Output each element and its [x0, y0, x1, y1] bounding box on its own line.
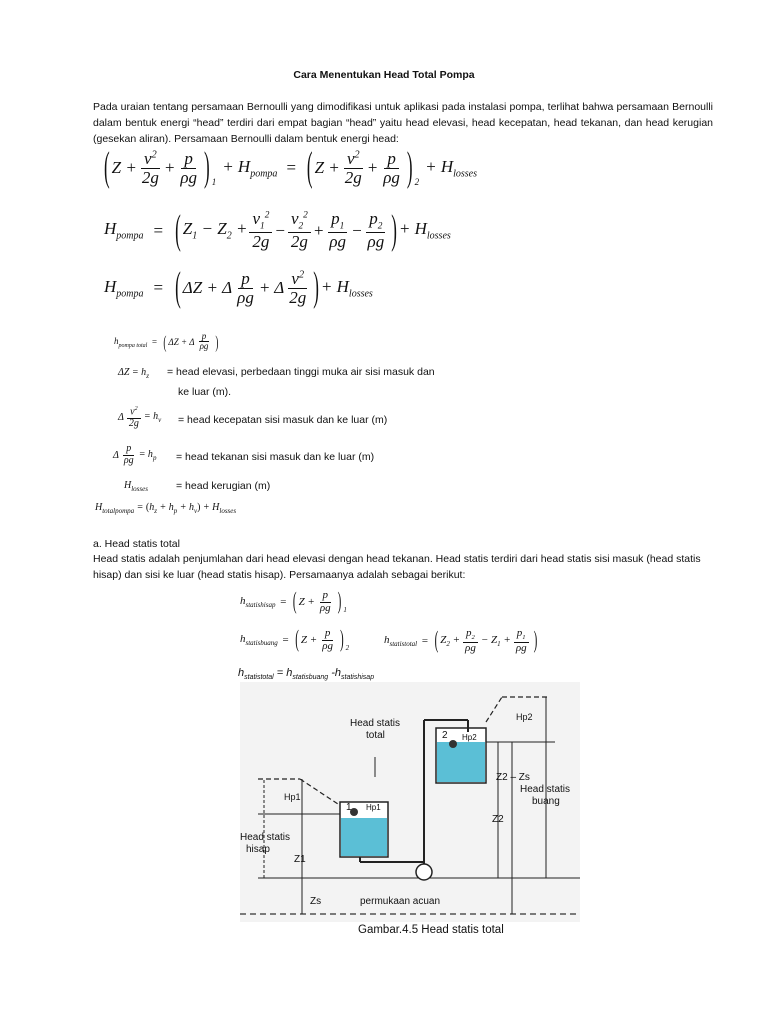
static-total-equation: $h_{statistotal}$ = ( $Z_2$ + $\frac{p_2}{\rho g}$ − $Z_1$ + $\frac{p_1}{\rho g}$ ) — [384, 627, 538, 655]
section-a-body: Head statis adalah penjumlahan dari head elevasi dengan head tekanan. Head statis terdiri dari head statis sisi masuk (head statis hisap) dan sisi ke luar (head statis hisap). Persamaanya adalah sebagai berikut: — [93, 553, 701, 581]
label-head-statis-hisap-1: Head statis — [240, 832, 291, 843]
label-surface: permukaan acuan — [360, 896, 441, 907]
losses-symbol: $H_{losses}$ — [124, 480, 148, 493]
label-head-statis-buang-1: Head statis — [520, 784, 571, 795]
label-z1: Z1 — [294, 854, 306, 865]
static-discharge-equation: $h_{statisbuang}$ = ( Z + $\frac{p}{\rho g}$ ) $_2$ — [240, 626, 350, 654]
figure-caption: Gambar.4.5 Head statis total — [358, 924, 504, 936]
bernoulli-equation-2: $H_{pompa}$ = ( $Z_1 - Z_2$ + $\frac{v_1^2}{2g}$ − $\frac{v_2^2}{2g}$ + $\frac{p_1}{\rho g}$ − $\frac{p_2}{\rho g}$ ) + $H_{losses}$ — [104, 206, 451, 253]
static-suction-equation: $h_{statishisap}$ = ( Z + $\frac{p}{\rho g}$ ) $_1$ — [240, 588, 347, 616]
label-z2-zs: Z2 – Zs — [496, 772, 530, 783]
velocity-head-symbol: Δ $\frac{v^2}{2g}$ = $h_v$ — [118, 406, 162, 429]
delta-z-symbol: $\Delta Z = h_z$ — [118, 367, 149, 380]
section-a-heading: a. Head statis total — [93, 538, 180, 550]
bernoulli-equation-1: ( Z + $\frac{v^2}{2g}$ + $\frac{p}{\rho g}$ ) $_1$ + $H_{pompa}$ = ( Z + $\frac{v^2}{2g}$ + $\frac{p}{\rho g}$ ) $_2$ + $H_{losses}$ — [104, 144, 477, 190]
delta-z-description-2: ke luar (m). — [178, 386, 232, 398]
pressure-head-description: = head tekanan sisi masuk dan ke luar (m) — [176, 451, 375, 463]
label-zs: Zs — [310, 896, 322, 907]
total-head-equation: $H_{totalpompa} = (h_z + h_p + h_v) + H_{losses}$ — [95, 502, 237, 515]
label-z2: Z2 — [492, 814, 504, 825]
static-total-line: $h_{statistotal} = h_{statisbuang}$ $-h_{statishisap}$ — [238, 667, 375, 682]
velocity-head-description: = head kecepatan sisi masuk dan ke luar (m) — [178, 414, 388, 426]
label-hp1: Hp1 — [284, 792, 301, 802]
label-head-statis-total-2: total — [366, 730, 385, 741]
label-tank1-hp: Hp1 — [366, 803, 381, 812]
label-hp2: Hp2 — [516, 712, 533, 722]
label-head-statis-buang-2: buang — [532, 796, 560, 807]
label-head-statis-total-1: Head statis — [350, 718, 401, 729]
intro-paragraph: Pada uraian tentang persamaan Bernoulli yang dimodifikasi untuk aplikasi pada instalasi pompa, terlihat bahwa persamaan Bernoulli dalam bentuk energi “head” terdiri dari empat bagian “head” yaitu head elevasi, head kecepatan, head tekanan, dan head kerugian (gesekan aliran). Persamaan Bernoulli dalam bentuk energi head: — [93, 101, 713, 145]
small-equation-h-pompa: $h_{pompa total}$ = ( ΔZ + Δ $\frac{p}{\rho g}$ ) — [114, 331, 219, 352]
losses-description: = head kerugian (m) — [176, 480, 271, 492]
label-tank2-hp: Hp2 — [462, 733, 477, 742]
label-tank2-number: 2 — [442, 730, 448, 741]
delta-z-description: = head elevasi, perbedaan tinggi muka air sisi masuk dan — [167, 366, 435, 378]
head-statis-diagram — [240, 682, 580, 922]
document-title: Cara Menentukan Head Total Pompa — [293, 69, 475, 81]
label-head-statis-hisap-2: hisap — [246, 844, 270, 855]
pressure-head-symbol: Δ $\frac{p}{\rho g}$ = $h_p$ — [113, 443, 157, 466]
label-tank1-number: 1 — [346, 802, 352, 813]
bernoulli-equation-3: $H_{pompa}$ = ( ΔZ + Δ $\frac{p}{\rho g}$ + Δ $\frac{v^2}{2g}$ ) + $H_{losses}$ — [104, 264, 373, 310]
